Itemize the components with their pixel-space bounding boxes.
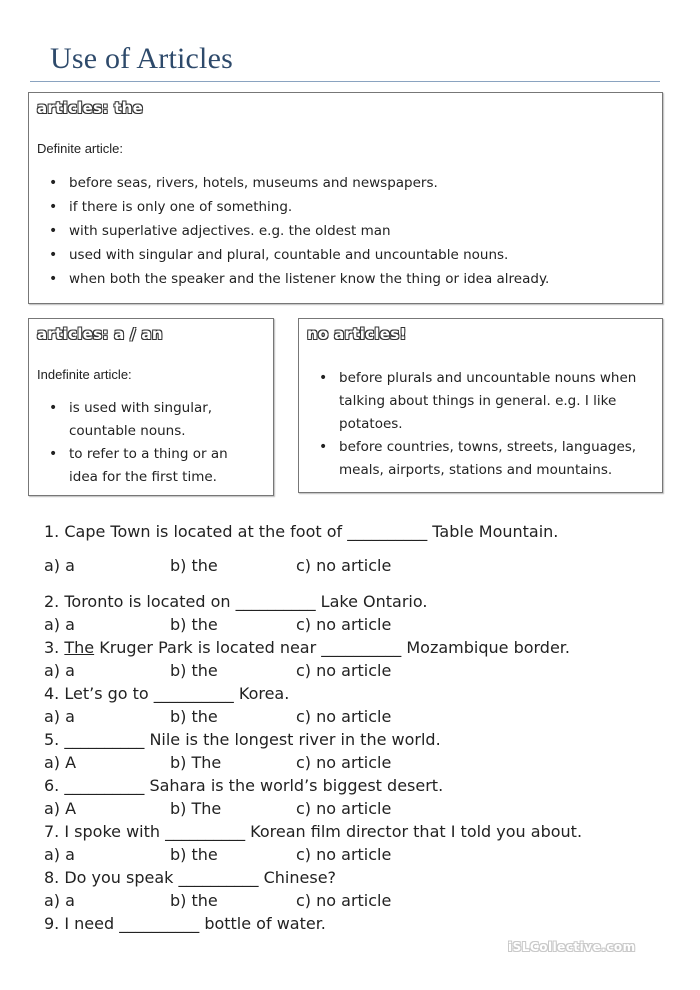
option-a[interactable]: a) A [44, 799, 77, 818]
no-article-box [298, 318, 663, 493]
option-a[interactable]: a) a [44, 615, 75, 634]
list-item: • before seas, rivers, hotels, museums and newspapers. [29, 171, 659, 195]
list-item-line: meals, airports, stations and mountains. [339, 462, 613, 478]
list-item-line: before countries, towns, streets, languages, [339, 439, 637, 455]
definite-article-box [28, 92, 663, 304]
option-b[interactable]: b) The [170, 753, 222, 772]
question-9: 9. I need __________ bottle of water. [44, 914, 326, 933]
option-c[interactable]: c) no article [296, 891, 392, 910]
list-item [29, 397, 273, 443]
option-c[interactable]: c) no article [296, 556, 392, 575]
option-b[interactable]: b) the [170, 707, 218, 726]
list-item-line: is used with singular, [69, 400, 213, 416]
question-text: Kruger Park is located near __________ Mozambique border. [94, 638, 570, 657]
list-item: • when both the speaker and the listener know the thing or idea already. [29, 267, 659, 291]
option-b[interactable]: b) the [170, 845, 218, 864]
question-4: 4. Let’s go to __________ Korea. [44, 684, 290, 703]
option-c[interactable]: c) no article [296, 799, 392, 818]
option-a[interactable]: a) a [44, 891, 75, 910]
watermark-logo: iSLCollective.com [508, 940, 636, 954]
page-title: Use of Articles [50, 42, 233, 75]
option-a[interactable]: a) a [44, 661, 75, 680]
question-7: 7. I spoke with __________ Korean film director that I told you about. [44, 822, 583, 841]
option-b[interactable]: b) the [170, 891, 218, 910]
definite-article-subheading: Definite article: [37, 141, 123, 156]
definite-article-heading: articles: the [37, 99, 144, 117]
question-8: 8. Do you speak __________ Chinese? [44, 868, 337, 887]
question-6: 6. __________ Sahara is the world’s biggest desert. [44, 776, 444, 795]
indefinite-article-subheading: Indefinite article: [37, 367, 132, 382]
list-item-line: idea for the first time. [69, 469, 217, 485]
option-c[interactable]: c) no article [296, 845, 392, 864]
list-item [29, 443, 273, 489]
no-article-heading: no articles! [307, 325, 407, 343]
option-c[interactable]: c) no article [296, 707, 392, 726]
question-3 [44, 638, 570, 657]
option-a[interactable]: a) a [44, 556, 75, 575]
option-a[interactable]: a) a [44, 707, 75, 726]
list-item: • with superlative adjectives. e.g. the oldest man [29, 219, 659, 243]
option-b[interactable]: b) the [170, 661, 218, 680]
question-1: 1. Cape Town is located at the foot of __________ Table Mountain. [44, 522, 559, 541]
option-a[interactable]: a) A [44, 753, 77, 772]
question-2: 2. Toronto is located on __________ Lake Ontario. [44, 592, 428, 611]
list-item: • used with singular and plural, countable and uncountable nouns. [29, 243, 659, 267]
list-item-line: talking about things in general. e.g. I like [339, 393, 617, 409]
question-5: 5. __________ Nile is the longest river in the world. [44, 730, 441, 749]
option-b[interactable]: b) the [170, 615, 218, 634]
list-item-line: potatoes. [339, 416, 403, 432]
indefinite-article-list [29, 397, 273, 489]
list-item-line: before plurals and uncountable nouns when [339, 370, 637, 386]
option-c[interactable]: c) no article [296, 661, 392, 680]
indefinite-article-heading: articles: a / an [37, 325, 163, 343]
definite-article-list [29, 171, 659, 291]
no-article-list [299, 367, 661, 482]
list-item-line: to refer to a thing or an [69, 446, 228, 462]
option-c[interactable]: c) no article [296, 753, 392, 772]
list-item-line: countable nouns. [69, 423, 186, 439]
option-a[interactable]: a) a [44, 845, 75, 864]
list-item: • if there is only one of something. [29, 195, 659, 219]
option-b[interactable]: b) the [170, 556, 218, 575]
question-number: 3. [44, 638, 65, 657]
option-c[interactable]: c) no article [296, 615, 392, 634]
list-item [299, 367, 661, 436]
underlined-article: The [64, 638, 95, 657]
title-divider [30, 81, 660, 82]
list-item [299, 436, 661, 482]
option-b[interactable]: b) The [170, 799, 222, 818]
indefinite-article-box [28, 318, 274, 496]
